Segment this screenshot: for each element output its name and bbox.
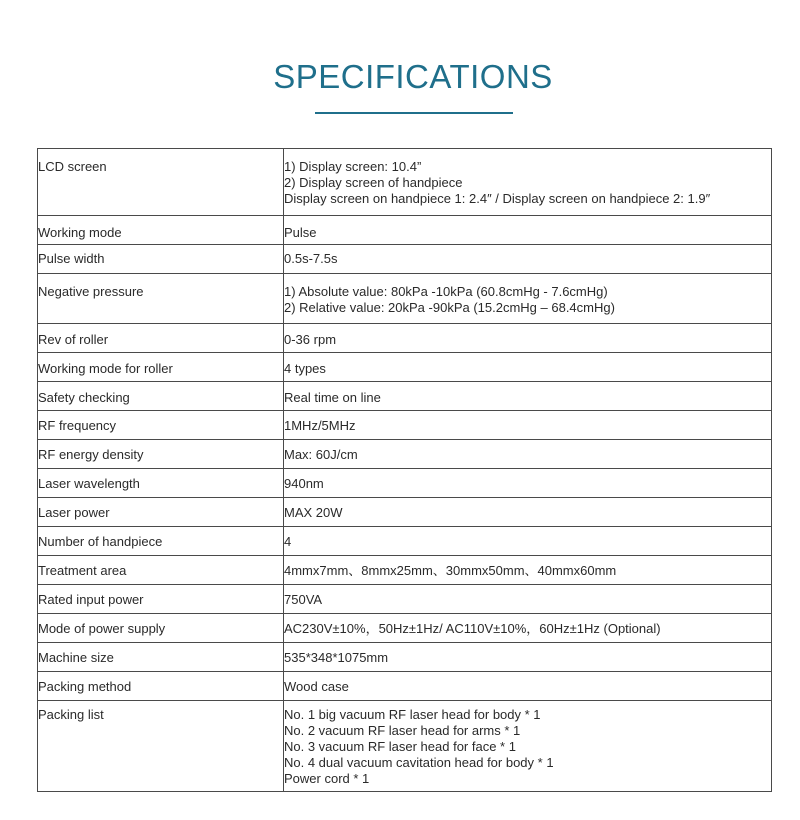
- spec-row: [38, 585, 772, 614]
- spec-row: [38, 469, 772, 498]
- spec-row: [38, 324, 772, 353]
- spec-value-line: 1MHz/5MHz: [284, 418, 356, 433]
- spec-value-line: MAX 20W: [284, 505, 343, 520]
- spec-label: Mode of power supply: [38, 621, 166, 636]
- spec-value-line: AC230V±10%，50Hz±1Hz/ AC110V±10%，60Hz±1Hz (Optional): [284, 621, 661, 636]
- spec-value-line: Power cord * 1: [284, 771, 370, 786]
- spec-value-line: 535*348*1075mm: [284, 650, 389, 665]
- spec-label-cell: [38, 382, 284, 411]
- spec-value-line: 1) Absolute value: 80kPa -10kPa (60.8cmHg - 7.6cmHg): [284, 284, 608, 299]
- spec-label: Number of handpiece: [38, 534, 163, 549]
- spec-label-cell: [38, 701, 284, 792]
- title-underline: [315, 112, 513, 114]
- spec-value-cell: [284, 353, 772, 382]
- spec-row: [38, 216, 772, 245]
- spec-label-cell: [38, 245, 284, 274]
- spec-value-line: No. 1 big vacuum RF laser head for body * 1: [284, 707, 541, 722]
- spec-value-line: 1) Display screen: 10.4”: [284, 159, 422, 174]
- spec-value-cell: [284, 324, 772, 353]
- spec-row: [38, 411, 772, 440]
- spec-value-cell: [284, 274, 772, 324]
- spec-table: [37, 148, 772, 792]
- spec-row: [38, 701, 772, 792]
- spec-label-cell: [38, 527, 284, 556]
- spec-value-cell: [284, 556, 772, 585]
- spec-row: [38, 527, 772, 556]
- spec-value-cell: [284, 149, 772, 216]
- spec-value-cell: [284, 498, 772, 527]
- spec-value-cell: [284, 672, 772, 701]
- spec-row: [38, 353, 772, 382]
- spec-value-line: 750VA: [284, 592, 323, 607]
- spec-value-line: 2) Relative value: 20kPa -90kPa (15.2cmHg – 68.4cmHg): [284, 300, 615, 315]
- spec-value-cell: [284, 411, 772, 440]
- page-title: SPECIFICATIONS: [273, 58, 553, 95]
- spec-row: [38, 274, 772, 324]
- spec-value-cell: [284, 440, 772, 469]
- spec-label-cell: [38, 353, 284, 382]
- spec-label-cell: [38, 440, 284, 469]
- spec-row: [38, 672, 772, 701]
- spec-value-line: 4 types: [284, 361, 326, 376]
- spec-label: Working mode for roller: [38, 361, 173, 376]
- spec-value-cell: [284, 701, 772, 792]
- spec-row: [38, 556, 772, 585]
- spec-label: Negative pressure: [38, 284, 144, 299]
- spec-value-cell: [284, 585, 772, 614]
- spec-value-line: 0-36 rpm: [284, 332, 337, 347]
- spec-row: [38, 498, 772, 527]
- spec-row: [38, 149, 772, 216]
- spec-label-cell: [38, 411, 284, 440]
- spec-label-cell: [38, 556, 284, 585]
- spec-value-line: 4mmx7mm、8mmx25mm、30mmx50mm、40mmx60mm: [284, 563, 617, 578]
- spec-label-cell: [38, 216, 284, 245]
- spec-value-line: Pulse: [284, 225, 317, 240]
- spec-table-body: [38, 149, 772, 792]
- spec-value-cell: [284, 469, 772, 498]
- spec-value-line: 0.5s-7.5s: [284, 251, 338, 266]
- spec-label-cell: [38, 585, 284, 614]
- spec-value-cell: [284, 643, 772, 672]
- spec-label-cell: [38, 274, 284, 324]
- spec-label: Rated input power: [38, 592, 144, 607]
- spec-value-cell: [284, 216, 772, 245]
- spec-label-cell: [38, 324, 284, 353]
- spec-label: RF energy density: [38, 447, 144, 462]
- spec-label-cell: [38, 672, 284, 701]
- spec-row: [38, 614, 772, 643]
- spec-label-cell: [38, 643, 284, 672]
- spec-label: Packing method: [38, 679, 132, 694]
- spec-label: Treatment area: [38, 563, 127, 578]
- spec-label: Packing list: [38, 707, 104, 722]
- spec-value-cell: [284, 382, 772, 411]
- spec-value-line: 940nm: [284, 476, 324, 491]
- spec-label-cell: [38, 614, 284, 643]
- spec-label: Laser power: [38, 505, 110, 520]
- spec-value-line: Display screen on handpiece 1: 2.4″ / Display screen on handpiece 2: 1.9″: [284, 191, 711, 206]
- spec-value-cell: [284, 527, 772, 556]
- spec-value-line: No. 4 dual vacuum cavitation head for body * 1: [284, 755, 554, 770]
- spec-label: LCD screen: [38, 159, 107, 174]
- spec-value-line: No. 3 vacuum RF laser head for face * 1: [284, 739, 516, 754]
- spec-label: Laser wavelength: [38, 476, 140, 491]
- spec-label: Pulse width: [38, 251, 105, 266]
- spec-label-cell: [38, 469, 284, 498]
- spec-value-line: Real time on line: [284, 390, 381, 405]
- spec-value-line: 4: [284, 534, 292, 549]
- spec-label-cell: [38, 498, 284, 527]
- spec-label: RF frequency: [38, 418, 117, 433]
- spec-label: Safety checking: [38, 390, 130, 405]
- spec-label-cell: [38, 149, 284, 216]
- spec-value-line: No. 2 vacuum RF laser head for arms * 1: [284, 723, 521, 738]
- spec-value-line: Wood case: [284, 679, 349, 694]
- spec-value-line: Max: 60J/cm: [284, 447, 358, 462]
- spec-label: Working mode: [38, 225, 122, 240]
- spec-row: [38, 245, 772, 274]
- spec-value-line: 2) Display screen of handpiece: [284, 175, 463, 190]
- spec-value-cell: [284, 245, 772, 274]
- spec-label: Rev of roller: [38, 332, 109, 347]
- spec-value-cell: [284, 614, 772, 643]
- spec-row: [38, 643, 772, 672]
- spec-row: [38, 440, 772, 469]
- spec-row: [38, 382, 772, 411]
- spec-label: Machine size: [38, 650, 114, 665]
